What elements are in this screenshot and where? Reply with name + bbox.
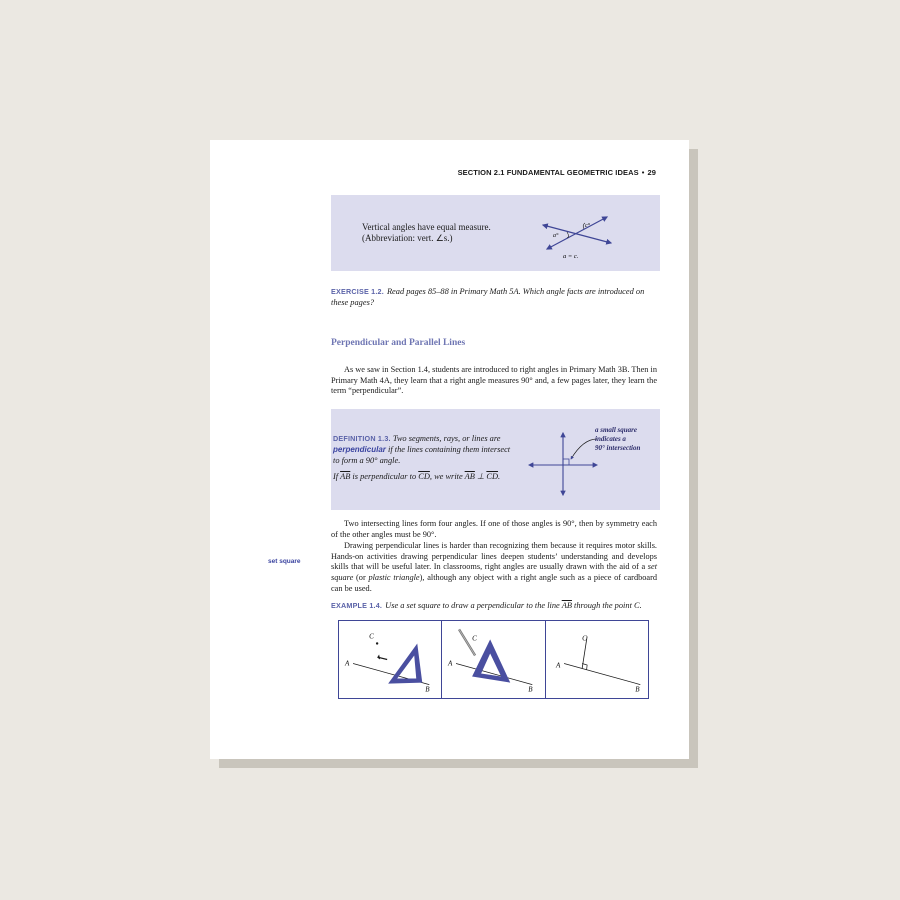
figure-caption: a = c. xyxy=(563,253,579,260)
definition-text-after: if the lines containing them intersect to form a 90° angle. xyxy=(333,444,511,465)
point-c xyxy=(376,642,378,644)
step-panel-2 xyxy=(442,621,545,698)
perpendicular-figure xyxy=(525,429,601,499)
paragraph-3-text-3: ), although any object with a right angle such as a piece of cardboard can be used. xyxy=(331,573,657,593)
notation-period: . xyxy=(498,472,501,481)
section-title: SECTION 2.1 FUNDAMENTAL GEOMETRIC IDEAS xyxy=(457,168,639,177)
exercise-label: EXERCISE 1.2. xyxy=(331,287,384,296)
step-panel-1 xyxy=(339,621,442,698)
segment-cd-2: $\overline{CD}$ xyxy=(486,472,499,481)
line-ab xyxy=(456,664,532,685)
definition-text-before: Two segments, rays, or lines are xyxy=(392,434,501,443)
step-3-figure xyxy=(546,621,648,698)
paragraph-1-text: As we saw in Section 1.4, students are introduced to right angles in Primary Math 3B. Then in Primary Math 4A, they learn that a right angle measures 90° and, a few pages later, they learn the term “perpendicular”. xyxy=(331,365,657,396)
fact-line-2: (Abbreviation: vert. ∠s.) xyxy=(362,233,453,243)
notation-mid: is perpendicular to xyxy=(352,472,417,481)
example-1-4 xyxy=(331,601,642,610)
example-text-1: Use a set square to draw a perpendicular to the line xyxy=(385,601,560,610)
label-c: C xyxy=(472,634,478,643)
angle-arc-a xyxy=(567,232,569,238)
set-square-steps xyxy=(338,620,649,699)
example-text-2: through the point C. xyxy=(574,601,642,610)
definition-box xyxy=(331,409,660,510)
label-b: B xyxy=(634,685,640,694)
note-pointer xyxy=(571,439,597,459)
definition-notation xyxy=(333,471,500,481)
vertical-angles-fact xyxy=(362,222,491,244)
bullet: • xyxy=(641,168,645,177)
note-line-3: 90° intersection xyxy=(595,444,641,452)
paragraph-3-text-1: Drawing perpendicular lines is harder than recognizing them because it requires motor skills. Hands-on activities drawing perpendicular lines deepen students’ understanding and develops skills that will be useful later. In classrooms, right angles are usually drawn with the aid of a xyxy=(331,541,657,572)
definition-text xyxy=(333,434,511,466)
perp-symbol: ⊥ xyxy=(476,472,485,481)
right-angle-square xyxy=(563,459,569,465)
running-head xyxy=(458,168,656,177)
label-b: B xyxy=(528,685,533,694)
page-number: 29 xyxy=(647,168,656,177)
label-c: C xyxy=(581,634,587,643)
small-square-note xyxy=(595,426,640,453)
label-c: c° xyxy=(585,223,591,229)
paragraph-1 xyxy=(331,365,657,397)
set-square-term: set square xyxy=(331,562,657,583)
note-line-2: indicates a xyxy=(595,435,626,443)
segment-ab-2: $\overline{AB}$ xyxy=(464,472,475,481)
set-square-shape xyxy=(472,639,510,682)
note-line-1: a small square xyxy=(595,426,638,434)
label-a: a° xyxy=(553,233,559,239)
label-a: A xyxy=(345,659,350,668)
step-1-figure xyxy=(339,621,441,698)
example-line-ab: $\overline{AB}$ xyxy=(561,601,572,610)
paragraph-3 xyxy=(331,541,657,595)
slide-arrowhead-icon xyxy=(377,654,380,659)
vertical-angles-box xyxy=(331,195,660,271)
line-ab xyxy=(564,664,640,685)
label-a: A xyxy=(448,659,453,668)
notation-write: , we write xyxy=(429,472,463,481)
margin-note-set-square: set square xyxy=(268,558,301,565)
plastic-triangle-term: plastic triangle xyxy=(368,573,420,583)
label-c: C xyxy=(369,632,374,641)
definition-label: DEFINITION 1.3. xyxy=(333,434,391,443)
slide-arrow-icon xyxy=(379,657,387,659)
example-label: EXAMPLE 1.4. xyxy=(331,601,383,610)
label-b: B xyxy=(425,685,430,694)
definition-term: perpendicular xyxy=(333,444,386,454)
notation-if: If xyxy=(333,472,339,481)
fact-line-1: Vertical angles have equal measure. xyxy=(362,222,491,232)
exercise-1-2 xyxy=(331,287,661,308)
vertical-angles-figure xyxy=(537,212,617,260)
step-panel-3 xyxy=(546,621,648,698)
book-page xyxy=(210,140,689,759)
section-heading: Perpendicular and Parallel Lines xyxy=(331,338,466,348)
paragraph-2-text: Two intersecting lines form four angles. If one of those angles is 90°, then by symmetry each of the other angles must be 90°. xyxy=(331,519,657,539)
step-2-figure xyxy=(442,621,544,698)
exercise-text: Read pages 85–88 in Primary Math 5A. Which angle facts are introduced on these pages? xyxy=(331,287,645,307)
label-a: A xyxy=(555,661,560,670)
segment-ab-1: $\overline{AB}$ xyxy=(340,472,351,481)
paragraph-2 xyxy=(331,519,657,540)
paragraph-3-text-2: (or xyxy=(353,573,369,583)
segment-cd-1: $\overline{CD}$ xyxy=(418,472,430,481)
